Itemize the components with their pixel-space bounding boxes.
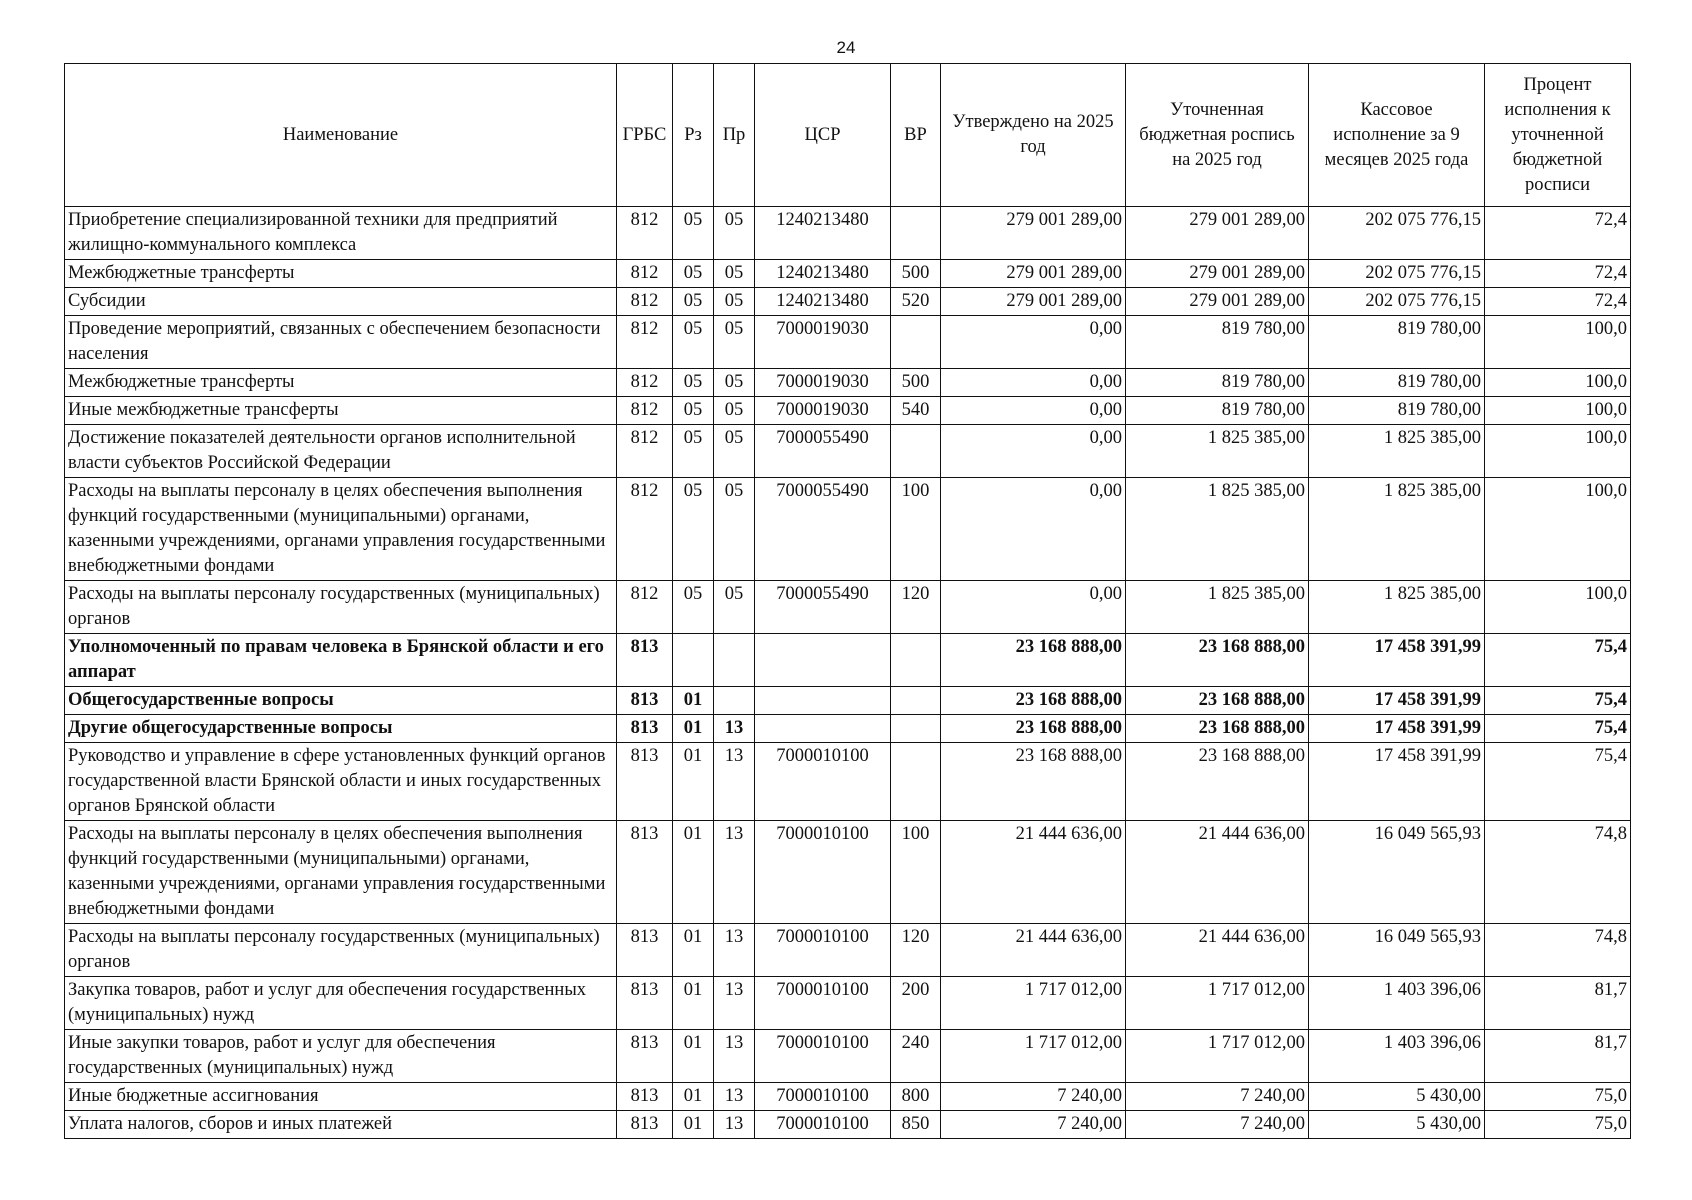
cell-refined: 23 168 888,00	[1126, 634, 1309, 687]
cell-csr: 7000010100	[755, 1030, 891, 1083]
table-row	[65, 425, 1631, 478]
table-row	[65, 634, 1631, 687]
cell-refined: 21 444 636,00	[1126, 924, 1309, 977]
cell-vr: 540	[891, 397, 941, 425]
header-rz: Рз	[673, 64, 714, 207]
header-vr: ВР	[891, 64, 941, 207]
cell-grbs: 813	[617, 821, 673, 924]
cell-grbs: 812	[617, 316, 673, 369]
cell-rz: 01	[673, 715, 714, 743]
cell-pr: 13	[714, 743, 755, 821]
cell-approved: 23 168 888,00	[941, 634, 1126, 687]
cell-approved: 7 240,00	[941, 1111, 1126, 1139]
cell-cash: 1 825 385,00	[1309, 581, 1485, 634]
cell-grbs: 812	[617, 581, 673, 634]
cell-rz: 05	[673, 207, 714, 260]
cell-vr: 200	[891, 977, 941, 1030]
cell-vr	[891, 425, 941, 478]
cell-rz: 01	[673, 1030, 714, 1083]
cell-percent: 100,0	[1485, 397, 1631, 425]
cell-approved: 279 001 289,00	[941, 207, 1126, 260]
cell-refined: 819 780,00	[1126, 397, 1309, 425]
cell-approved: 0,00	[941, 478, 1126, 581]
cell-refined: 1 717 012,00	[1126, 977, 1309, 1030]
cell-name: Расходы на выплаты персоналу в целях обеспечения выполнения функций государственными (муниципальными) органами, казенными учреждениями, органами управления государственными внебюджетными фондами	[65, 821, 617, 924]
cell-cash: 202 075 776,15	[1309, 260, 1485, 288]
cell-pr: 05	[714, 369, 755, 397]
cell-cash: 202 075 776,15	[1309, 207, 1485, 260]
header-csr: ЦСР	[755, 64, 891, 207]
cell-csr: 7000019030	[755, 369, 891, 397]
cell-cash: 5 430,00	[1309, 1083, 1485, 1111]
cell-name: Уполномоченный по правам человека в Брянской области и его аппарат	[65, 634, 617, 687]
cell-grbs: 812	[617, 369, 673, 397]
cell-cash: 819 780,00	[1309, 397, 1485, 425]
cell-csr: 7000010100	[755, 924, 891, 977]
header-percent: Процент исполнения к уточненной бюджетной росписи	[1485, 64, 1631, 207]
cell-refined: 279 001 289,00	[1126, 288, 1309, 316]
cell-pr: 05	[714, 397, 755, 425]
cell-percent: 75,0	[1485, 1111, 1631, 1139]
cell-percent: 75,4	[1485, 743, 1631, 821]
header-approved: Утверждено на 2025 год	[941, 64, 1126, 207]
table-row	[65, 478, 1631, 581]
table-row	[65, 288, 1631, 316]
cell-rz	[673, 634, 714, 687]
cell-grbs: 813	[617, 924, 673, 977]
cell-grbs: 813	[617, 743, 673, 821]
cell-percent: 74,8	[1485, 924, 1631, 977]
cell-csr: 1240213480	[755, 260, 891, 288]
cell-percent: 81,7	[1485, 977, 1631, 1030]
cell-percent: 75,4	[1485, 634, 1631, 687]
cell-pr: 05	[714, 581, 755, 634]
header-grbs: ГРБС	[617, 64, 673, 207]
cell-rz: 01	[673, 743, 714, 821]
cell-percent: 72,4	[1485, 207, 1631, 260]
cell-rz: 01	[673, 687, 714, 715]
cell-vr: 850	[891, 1111, 941, 1139]
cell-percent: 75,0	[1485, 1083, 1631, 1111]
cell-name: Закупка товаров, работ и услуг для обеспечения государственных (муниципальных) нужд	[65, 977, 617, 1030]
cell-name: Субсидии	[65, 288, 617, 316]
cell-cash: 1 825 385,00	[1309, 478, 1485, 581]
table-row	[65, 743, 1631, 821]
cell-cash: 16 049 565,93	[1309, 821, 1485, 924]
cell-vr: 100	[891, 821, 941, 924]
cell-csr: 7000055490	[755, 478, 891, 581]
cell-refined: 819 780,00	[1126, 369, 1309, 397]
cell-vr: 100	[891, 478, 941, 581]
cell-grbs: 812	[617, 260, 673, 288]
cell-name: Руководство и управление в сфере установленных функций органов государственной власти Брянской области и иных государственных органов Брянской области	[65, 743, 617, 821]
cell-rz: 01	[673, 821, 714, 924]
cell-csr: 7000010100	[755, 1083, 891, 1111]
cell-percent: 100,0	[1485, 478, 1631, 581]
cell-grbs: 812	[617, 207, 673, 260]
table-row	[65, 581, 1631, 634]
cell-grbs: 812	[617, 288, 673, 316]
cell-rz: 01	[673, 1111, 714, 1139]
cell-percent: 81,7	[1485, 1030, 1631, 1083]
cell-approved: 0,00	[941, 369, 1126, 397]
cell-pr: 05	[714, 207, 755, 260]
cell-approved: 0,00	[941, 397, 1126, 425]
cell-grbs: 812	[617, 478, 673, 581]
cell-percent: 74,8	[1485, 821, 1631, 924]
cell-grbs: 813	[617, 715, 673, 743]
cell-refined: 21 444 636,00	[1126, 821, 1309, 924]
cell-name: Другие общегосударственные вопросы	[65, 715, 617, 743]
cell-refined: 23 168 888,00	[1126, 743, 1309, 821]
cell-approved: 21 444 636,00	[941, 924, 1126, 977]
cell-vr: 520	[891, 288, 941, 316]
header-refined: Уточненная бюджетная роспись на 2025 год	[1126, 64, 1309, 207]
cell-vr	[891, 743, 941, 821]
cell-name: Уплата налогов, сборов и иных платежей	[65, 1111, 617, 1139]
cell-approved: 21 444 636,00	[941, 821, 1126, 924]
cell-percent: 72,4	[1485, 260, 1631, 288]
cell-percent: 72,4	[1485, 288, 1631, 316]
table-body	[65, 207, 1631, 1139]
cell-csr: 1240213480	[755, 207, 891, 260]
cell-pr: 13	[714, 1083, 755, 1111]
cell-pr: 13	[714, 924, 755, 977]
cell-approved: 23 168 888,00	[941, 715, 1126, 743]
cell-name: Расходы на выплаты персоналу в целях обеспечения выполнения функций государственными (муниципальными) органами, казенными учреждениями, органами управления государственными внебюджетными фондами	[65, 478, 617, 581]
cell-refined: 1 825 385,00	[1126, 581, 1309, 634]
table-header-row	[65, 64, 1631, 207]
cell-pr: 05	[714, 478, 755, 581]
cell-csr: 7000055490	[755, 425, 891, 478]
cell-vr	[891, 634, 941, 687]
cell-percent: 100,0	[1485, 581, 1631, 634]
cell-cash: 17 458 391,99	[1309, 715, 1485, 743]
cell-refined: 23 168 888,00	[1126, 687, 1309, 715]
cell-rz: 05	[673, 397, 714, 425]
cell-percent: 75,4	[1485, 687, 1631, 715]
cell-refined: 1 717 012,00	[1126, 1030, 1309, 1083]
cell-vr	[891, 207, 941, 260]
cell-approved: 23 168 888,00	[941, 687, 1126, 715]
cell-rz: 01	[673, 1083, 714, 1111]
cell-approved: 279 001 289,00	[941, 260, 1126, 288]
cell-rz: 05	[673, 425, 714, 478]
cell-refined: 7 240,00	[1126, 1083, 1309, 1111]
cell-cash: 17 458 391,99	[1309, 743, 1485, 821]
cell-grbs: 813	[617, 1083, 673, 1111]
table-row	[65, 1111, 1631, 1139]
cell-refined: 1 825 385,00	[1126, 425, 1309, 478]
cell-refined: 1 825 385,00	[1126, 478, 1309, 581]
cell-cash: 16 049 565,93	[1309, 924, 1485, 977]
cell-approved: 0,00	[941, 425, 1126, 478]
table-row	[65, 1030, 1631, 1083]
cell-cash: 17 458 391,99	[1309, 634, 1485, 687]
cell-percent: 100,0	[1485, 316, 1631, 369]
cell-pr: 13	[714, 977, 755, 1030]
cell-pr	[714, 687, 755, 715]
cell-approved: 0,00	[941, 316, 1126, 369]
cell-cash: 202 075 776,15	[1309, 288, 1485, 316]
cell-approved: 1 717 012,00	[941, 1030, 1126, 1083]
cell-pr: 13	[714, 821, 755, 924]
table-row	[65, 924, 1631, 977]
cell-csr	[755, 634, 891, 687]
cell-rz: 05	[673, 260, 714, 288]
cell-vr: 800	[891, 1083, 941, 1111]
cell-name: Приобретение специализированной техники для предприятий жилищно-коммунального комплекса	[65, 207, 617, 260]
table-row	[65, 821, 1631, 924]
cell-cash: 819 780,00	[1309, 369, 1485, 397]
table-row	[65, 207, 1631, 260]
cell-percent: 100,0	[1485, 369, 1631, 397]
cell-vr: 120	[891, 924, 941, 977]
table-row	[65, 1083, 1631, 1111]
table-row	[65, 369, 1631, 397]
cell-vr: 500	[891, 369, 941, 397]
table-row	[65, 397, 1631, 425]
cell-cash: 1 825 385,00	[1309, 425, 1485, 478]
table-row	[65, 977, 1631, 1030]
header-cash: Кассовое исполнение за 9 месяцев 2025 года	[1309, 64, 1485, 207]
cell-cash: 1 403 396,06	[1309, 977, 1485, 1030]
cell-approved: 0,00	[941, 581, 1126, 634]
cell-name: Общегосударственные вопросы	[65, 687, 617, 715]
cell-grbs: 812	[617, 425, 673, 478]
cell-approved: 1 717 012,00	[941, 977, 1126, 1030]
cell-csr: 7000010100	[755, 743, 891, 821]
table-row	[65, 687, 1631, 715]
cell-grbs: 812	[617, 397, 673, 425]
cell-approved: 23 168 888,00	[941, 743, 1126, 821]
page-number: 24	[836, 38, 856, 57]
cell-cash: 5 430,00	[1309, 1111, 1485, 1139]
cell-name: Межбюджетные трансферты	[65, 369, 617, 397]
cell-csr	[755, 715, 891, 743]
cell-grbs: 813	[617, 1030, 673, 1083]
cell-cash: 17 458 391,99	[1309, 687, 1485, 715]
cell-name: Межбюджетные трансферты	[65, 260, 617, 288]
cell-pr: 05	[714, 288, 755, 316]
cell-rz: 05	[673, 316, 714, 369]
cell-csr: 7000055490	[755, 581, 891, 634]
table-row	[65, 316, 1631, 369]
cell-refined: 7 240,00	[1126, 1111, 1309, 1139]
cell-name: Достижение показателей деятельности органов исполнительной власти субъектов Российской Федерации	[65, 425, 617, 478]
cell-approved: 279 001 289,00	[941, 288, 1126, 316]
cell-name: Расходы на выплаты персоналу государственных (муниципальных) органов	[65, 924, 617, 977]
table-row	[65, 715, 1631, 743]
cell-percent: 75,4	[1485, 715, 1631, 743]
cell-rz: 05	[673, 581, 714, 634]
cell-vr	[891, 687, 941, 715]
cell-csr: 7000010100	[755, 977, 891, 1030]
cell-vr: 120	[891, 581, 941, 634]
cell-pr: 05	[714, 260, 755, 288]
cell-pr: 05	[714, 316, 755, 369]
cell-refined: 819 780,00	[1126, 316, 1309, 369]
cell-csr	[755, 687, 891, 715]
cell-name: Иные закупки товаров, работ и услуг для обеспечения государственных (муниципальных) нужд	[65, 1030, 617, 1083]
cell-rz: 01	[673, 977, 714, 1030]
cell-grbs: 813	[617, 687, 673, 715]
cell-cash: 1 403 396,06	[1309, 1030, 1485, 1083]
cell-pr: 13	[714, 715, 755, 743]
cell-grbs: 813	[617, 977, 673, 1030]
cell-rz: 05	[673, 288, 714, 316]
cell-refined: 279 001 289,00	[1126, 207, 1309, 260]
cell-pr: 13	[714, 1111, 755, 1139]
table-row	[65, 260, 1631, 288]
cell-rz: 05	[673, 369, 714, 397]
cell-grbs: 813	[617, 1111, 673, 1139]
cell-name: Проведение мероприятий, связанных с обеспечением безопасности населения	[65, 316, 617, 369]
cell-csr: 7000010100	[755, 821, 891, 924]
cell-csr: 7000010100	[755, 1111, 891, 1139]
cell-refined: 23 168 888,00	[1126, 715, 1309, 743]
budget-execution-table	[64, 63, 1631, 1139]
cell-rz: 05	[673, 478, 714, 581]
cell-rz: 01	[673, 924, 714, 977]
cell-pr: 05	[714, 425, 755, 478]
cell-approved: 7 240,00	[941, 1083, 1126, 1111]
header-name: Наименование	[65, 64, 617, 207]
cell-csr: 7000019030	[755, 397, 891, 425]
cell-name: Расходы на выплаты персоналу государственных (муниципальных) органов	[65, 581, 617, 634]
cell-pr: 13	[714, 1030, 755, 1083]
cell-name: Иные бюджетные ассигнования	[65, 1083, 617, 1111]
cell-vr: 500	[891, 260, 941, 288]
cell-vr: 240	[891, 1030, 941, 1083]
cell-csr: 7000019030	[755, 316, 891, 369]
cell-pr	[714, 634, 755, 687]
cell-csr: 1240213480	[755, 288, 891, 316]
header-pr: Пр	[714, 64, 755, 207]
cell-vr	[891, 316, 941, 369]
cell-percent: 100,0	[1485, 425, 1631, 478]
cell-vr	[891, 715, 941, 743]
cell-refined: 279 001 289,00	[1126, 260, 1309, 288]
cell-cash: 819 780,00	[1309, 316, 1485, 369]
cell-name: Иные межбюджетные трансферты	[65, 397, 617, 425]
cell-grbs: 813	[617, 634, 673, 687]
